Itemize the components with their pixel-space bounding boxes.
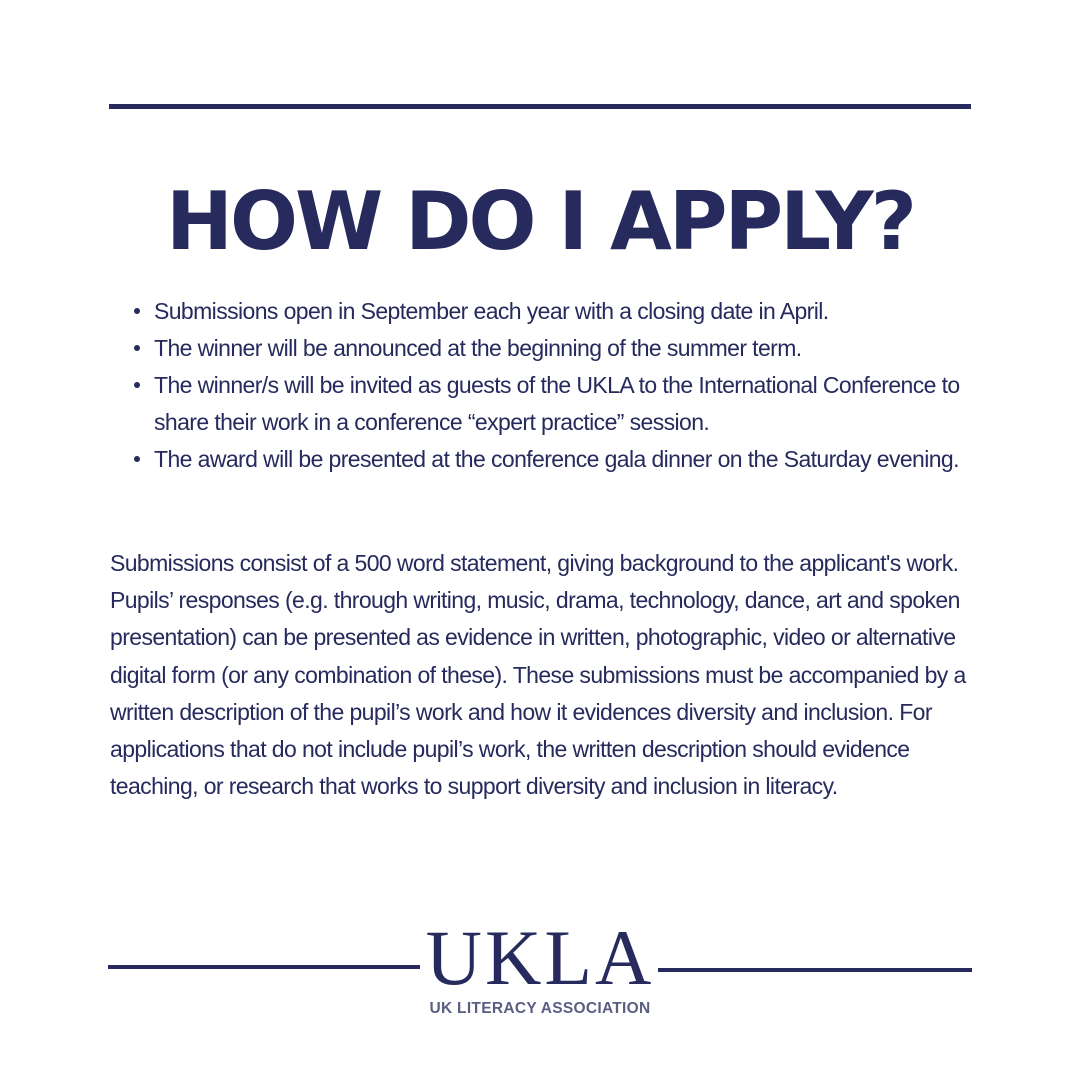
top-divider [109, 104, 971, 109]
ukla-logo [420, 914, 660, 1018]
list-item-text: The award will be presented at the conference gala dinner on the Saturday evening. [154, 446, 959, 472]
list-item-text: The winner will be announced at the beginning of the summer term. [154, 335, 802, 361]
bullet-icon [134, 382, 140, 388]
list-item [154, 330, 994, 367]
logo-subtitle: UK LITERACY ASSOCIATION [429, 1000, 651, 1017]
list-item-text: Submissions open in September each year with a closing date in April. [154, 298, 829, 324]
page-title: HOW DO I APPLY? [166, 175, 914, 268]
logo-mark: UKLA [425, 914, 655, 1001]
bullet-icon [134, 345, 140, 351]
bottom-divider-left [108, 965, 420, 969]
list-item [154, 293, 994, 330]
bullet-icon [134, 308, 140, 314]
bullet-list [132, 293, 994, 478]
bottom-divider-right [658, 968, 972, 972]
list-item [154, 367, 994, 441]
list-item [154, 441, 994, 478]
submission-description: Submissions consist of a 500 word statement, giving background to the applicant's work. Pupils’ responses (e.g. through writing, music, drama, technology, dance, art and spoken presentation) can be presented as evidence in written, photographic, video or alternative digital form (or any combination of these). These submissions must be accompanied by a written description of the pupil’s work and how it evidences diversity and inclusion. For applications that do not include pupil’s work, the written description should evidence teaching, or research that works to support diversity and inclusion in literacy. [110, 550, 966, 800]
list-item-text: The winner/s will be invited as guests of the UKLA to the International Conference to share their work in a conference “expert practice” session. [154, 372, 960, 435]
bullet-icon [134, 456, 140, 462]
